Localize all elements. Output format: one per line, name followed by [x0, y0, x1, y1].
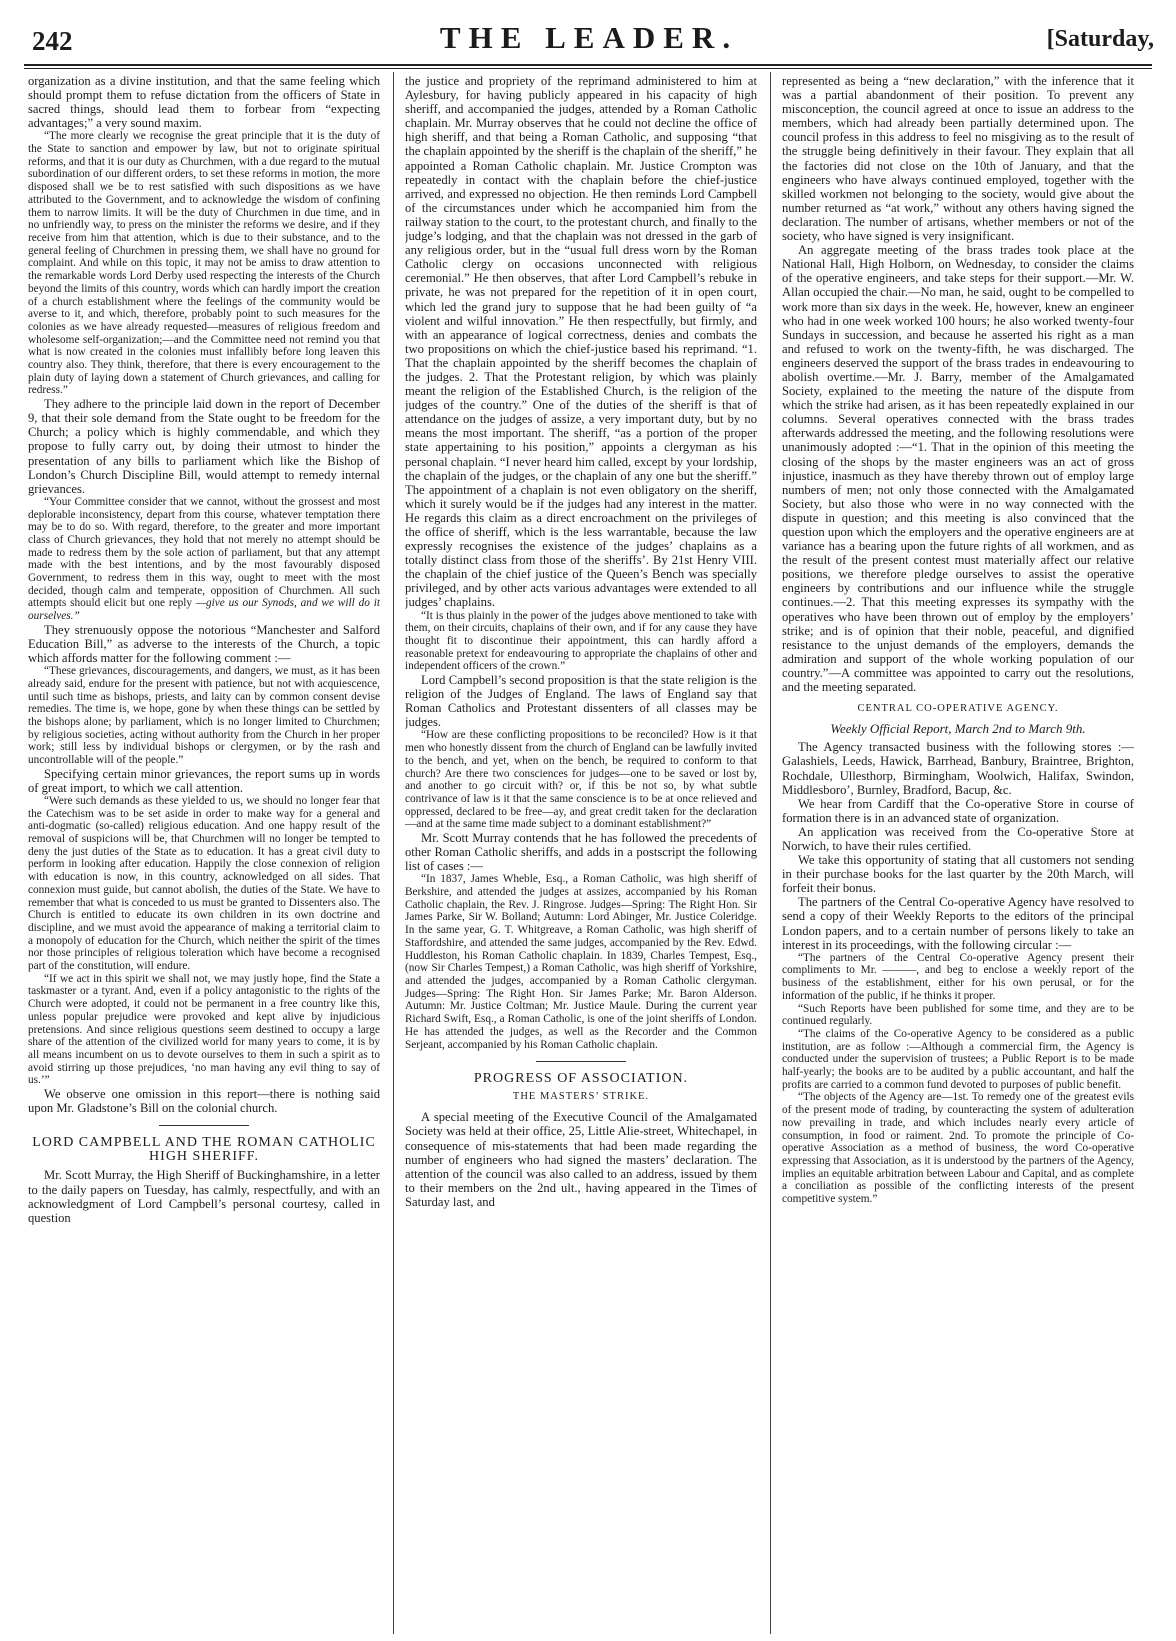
- paragraph: Mr. Scott Murray, the High Sheriff of Buckinghamshire, in a letter to the daily papers on Tuesday, has calmly, respectfully, and with an acknowledgment of Lord Campbell’s personal courtesy, called in question: [28, 1168, 380, 1225]
- quotation: “How are these conflicting propositions to be reconciled? How is it that men who honestly dissent from the church of England can be lawfully invited to the bench, and yet, when on the bench, be required to conform to that church? Are there two consciences for judges—one to be saved or lost by, and another to go circuit with? or, if this be not so, by what subtle contrivance of law is it that the same conscience is to be at once relieved and oppressed, declared to be free—ay, and great credit taken for the declaration—and at the same time made subject to a dominant establishment?”: [405, 729, 757, 831]
- quotation: “These grievances, discouragements, and dangers, we must, as it has been already said, endure for the present with patience, but not with acquiescence, until such time as bishops, priests, and laity can by common consent devise remedies. The time is, we hope, gone by when these things can be settled by the bishops alone; by parliament, which is no longer limited to Churchmen; by religious societies, acting without authority from the Church in her proper work; still less by individual bishops or clergymen, or by the rash and uncontrollable will of the people.”: [28, 665, 380, 767]
- section-heading: CENTRAL CO-OPERATIVE AGENCY.: [857, 703, 1059, 715]
- paragraph: We take this opportunity of stating that all customers not sending in their purchase books for the last quarter by the 20th March, will forfeit their bonus.: [782, 853, 1134, 896]
- masthead-rule-thin: [24, 68, 1152, 69]
- paragraph: Specifying certain minor grievances, the report sums up in words of great import, to which we call attention.: [28, 766, 380, 795]
- column-2: [405, 74, 757, 1634]
- quotation: “In 1837, James Wheble, Esq., a Roman Catholic, was high sheriff of Berkshire, and attended the judges at assizes, accompanied by his Roman Catholic chaplain, the Rev. J. Ringrose. Judges—Spring: The Right Hon. Sir James Parke, Sir W. Bolland; Autumn: Lord Abinger, Mr. Justice Coleridge. In the same year, G. T. Whitgreave, a Roman Catholic, was high sheriff of Staffordshire, and attended the same judges, accompanied by the Rev. Edwd. Huddleston, his Roman Catholic chaplain. In 1839, Charles Tempest, Esq., (now Sir Charles Tempest,) a Roman Catholic, was high sheriff of Yorkshire, and attended the judges, accompanied by a Roman Catholic clergyman. Judges—Spring: The Right Hon. Sir James Parke; Mr. Baron Alderson. Autumn: Mr. Justice Coltman; Mr. Justice Maule. During the current year Richard Swift, Esq., a Roman Catholic, is one of the joint sheriffs of London. He has attended the judges, as well as the Recorder and the Common Serjeant, accompanied by his Roman Catholic chaplain.: [405, 873, 757, 1051]
- section-rule: [159, 1125, 249, 1126]
- paragraph: The partners of the Central Co-operative Agency have resolved to send a copy of their Weekly Reports to the editors of the principal London papers, and to a certain number of persons likely to take an interest in its proceedings, with the following circular :—: [782, 895, 1134, 952]
- masthead-rule: [24, 64, 1152, 66]
- section-heading: PROGRESS OF ASSOCIATION.: [473, 1071, 689, 1087]
- paragraph: organization as a divine institution, and that the same feeling which should prompt them to refuse dictation from the officers of State in sacred things, should lead them to forbear from “expecting advantages;” a very sound maxim.: [28, 74, 380, 131]
- section-rule: [536, 1061, 626, 1062]
- quote-text: “Your Committee consider that we cannot, without the grossest and most deplorable inconsistency, depart from this course, whatever temptation there may be to do so. With regard, therefore, to the greater and more important class of Church grievances, they hold that not merely no attempt should be made to redress them by the sole action of parliament, but that any attempt made with the best intentions, and by the most favourably disposed Government, to redress them in this way, ought to meet with the most decided, though calm and temperate, opposition of Churchmen. All such attempts should elicit but one reply: [28, 495, 380, 610]
- paragraph: We observe one omission in this report—there is nothing said upon Mr. Gladstone’s Bill on the colonial church.: [28, 1087, 380, 1116]
- quotation: “The partners of the Central Co-operative Agency present their compliments to Mr. ———, and beg to enclose a weekly report of the business of the establishment, either for his own perusal, or for the information of the public, if he thinks it proper.: [782, 951, 1134, 1002]
- issue-day: [Saturday,: [1046, 26, 1154, 52]
- paragraph: A special meeting of the Executive Council of the Amalgamated Society was held at their office, 25, Little Alie-street, Whitechapel, in consequence of mis-statements that had been made regarding the number of engineers who had signed the masters’ declaration. The attention of the council was also called to an address, issued by them to their members on the 2nd ult., having appeared in the Times of Saturday last, and: [405, 1110, 757, 1209]
- quotation: “The more clearly we recognise the great principle that it is the duty of the State to sanction and empower by law, but not to originate spiritual reforms, and that it is our duty as Churchmen, with a due regard to the mutual subordination of our different orders, to set these reforms in motion, the more disposed shall we be to rest satisfied with such dispositions as we have attributed to the Government, and to acknowledge the wisdom of confining them to narrow limits. It will be the duty of Churchmen in due time, and in no unfriendly way, to press on the minister the reforms we desire, and if they receive from him that attention, which is due to their substance, and to the general feeling of Churchmen in pressing them, we shall have no ground for complaint. And while on this topic, it may not be amiss to draw attention to the remarkable words Lord Derby used respecting the interests of the Church beyond the limits of this country, words which can hardly import the creation of a church establishment where the feelings of the community would be averse to it, and which, therefore, probably point to such measures for the colonies as we have already requested—measures of religious freedom and wholesome self-organization;—and the Committee need not remind you that what is now created in the colonies must infallibly before long leaven this country also. They think, therefore, that there is every encouragement to the plain duty of laying down a statement of Church grievances, and calling for redress.”: [28, 130, 380, 397]
- page-number: 242: [32, 26, 73, 56]
- quotation: “Were such demands as these yielded to us, we should no longer fear that the Catechism was to be set aside in order to make way for a general and anti-dogmatic (so-called) religious education. And one happy result of the removal of suspicions will be, that Churchmen will no longer be tempted to deny the just duties of the State as to education. It has a great civil duty to perform in looking after education. Happily the close connexion of religion with education is now, in this country, acknowledged on all sides. That connexion must guide, but cannot abolish, the duties of the State. We have to remember that what is conceded to us must be granted to Dissenters also. The Church is entitled to educate its own children in its own doctrine and discipline, and we must avoid the appearance of making a territorial claim to a monopoly of education for the Church, which neither the spirit of the times nor those principles of religious toleration which have become a recognised part of the constitution, will endure.: [28, 794, 380, 973]
- quotation: “Such Reports have been published for some time, and they are to be continued regularly.: [782, 1002, 1134, 1028]
- column-1: [28, 74, 380, 1634]
- paragraph: represented as being a “new declaration,” with the inference that it was a partial abandonment of their position. To prevent any misconception, the council agreed at once to issue an address to the members, which had already been partially determined upon. The council profess in this address to feel no misgiving as to the result of the struggle being definitively in their favour. They explain that all the factories did not close on the 10th of January, and that the engineers who have always continued employed, together with the skilled workmen not belonging to the society, would give about the number returned as “at work,” without any others having signed the declaration. The number of artisans, whether members or not of the society, who have signed is very insignificant.: [782, 74, 1134, 244]
- paragraph: An aggregate meeting of the brass trades took place at the National Hall, High Holborn, on Wednesday, to consider the claims of the operative engineers, and take steps for their support.—Mr. W. Allan occupied the chair.—No man, he said, ought to be compelled to work more than six days in the week. He, however, knew an engineer who had in one week worked 100 hours; he also worked twenty-four Sundays in succession, and because he asserted his right as a man and refused to work on the twenty-fifth, he was discharged. The engineers deserved the support of the brass trades in endeavouring to abolish overtime.—Mr. J. Barry, member of the Amalgamated Society, explained to the meeting the nature of the dispute from which the strike had arisen, as it has been repeatedly explained in our columns. Several operatives connected with the brass trades afterwards addressed the meeting, and the following resolutions were unanimously adopted :—“1. That in the opinion of this meeting the closing of the shops by the master engineers was an act of gross injustice, inasmuch as they have thereby thrown out of employ large numbers of men; not only those connected with the Amalgamated Society, but also those who were in no way connected with the dispute in question; and this meeting is also convinced that the question upon which the employers and the operative engineers are at variance has a bearing upon the future rights of all workmen, and as the result of the present contest must materially affect our relative positions, we therefore pledge ourselves to assist the operative engineers by contributions and our influence while the struggle continues.—2. That this meeting expresses its sympathy with the operatives who have been thrown out of employ by the employers’ strike; and is of opinion that their noble, peaceful, and dignified resistance to the unjust demands of the employers, demands the admiration and support of the whole working population of our country.”—A committee was appointed to carry out the resolutions, and the meeting separated.: [782, 243, 1134, 695]
- column-3: [782, 74, 1134, 1634]
- paragraph: Mr. Scott Murray contends that he has followed the precedents of other Roman Catholic sheriffs, and adds in a postscript the following list of cases :—: [405, 831, 757, 874]
- column-divider: [770, 72, 771, 1634]
- paragraph: We hear from Cardiff that the Co-operative Store in course of formation there is in an advanced state of organization.: [782, 796, 1134, 825]
- quotation: “If we act in this spirit we shall not, we may justly hope, find the State a taskmaster or a tyrant. And, even if a policy antagonistic to the rights of the Church were adopted, it could not be permanent in a free country like this, unless popular prejudice were provoked and kept alive by injudicious pretensions. And since religious questions seem destined to occupy a large share of the attention of the civilized world for many years to come, it is by all means incumbent on us to devote ourselves to them in such a spirit as to avoid stirring up those prejudices, ‘no man having any evil thing to say of us.’”: [28, 972, 380, 1087]
- masthead: [24, 6, 1154, 64]
- paragraph: Lord Campbell’s second proposition is that the state religion is the religion of the Judges of England. The laws of England say that Roman Catholics and Protestant dissenters of all classes may be judges.: [405, 673, 757, 730]
- quotation: “It is thus plainly in the power of the judges above mentioned to take with them, on their circuits, chaplains of their own, and if for any cause they have thought fit to discontinue their appointment, this can hardly afford a reasonable pretext for endeavouring to appropriate the chaplains of other and independent officers of the crown.”: [405, 609, 757, 673]
- quotation: “The claims of the Co-operative Agency to be considered as a public institution, are as follow :—Although a commercial firm, the Agency is conducted under the supervision of trustees; a Public Report is to be made half-yearly; the books are to be audited by a public accountant, and half the profits are carried to a common fund devoted to purposes of public benefit.: [782, 1027, 1134, 1091]
- column-divider: [393, 72, 394, 1634]
- section-subheading: THE MASTERS’ STRIKE.: [512, 1091, 650, 1103]
- paragraph: They adhere to the principle laid down in the report of December 9, that their sole demand from the State ought to be freedom for the Church; a policy which is highly commendable, and which they propose to fully carry out, by doing their utmost to hinder the presentation of any bills to parliament which like the Bishop of London’s Church Discipline Bill, would attempt to remedy internal grievances.: [28, 397, 380, 496]
- paragraph: An application was received from the Co-operative Store at Norwich, to have their rules certified.: [782, 824, 1134, 853]
- quotation: “The objects of the Agency are—1st. To remedy one of the greatest evils of the present mode of trading, by counteracting the system of adulteration now prevailing in trade, and which includes nearly every article of consumption, in food or raiment. 2nd. To promote the principle of Co-operative Association as a method of business, the word Co-operative expressing that Association, as it is understood by the partners of the Agency, implies an equitable arbitration between Labour and Capital, and as complete a conciliation as possible of the conflicting interests of the present competitive system.”: [782, 1091, 1134, 1206]
- paragraph: The Agency transacted business with the following stores :—Galashiels, Leeds, Hawick, Barrhead, Banbury, Braintree, Brighton, Rochdale, Ullesthorp, Birmingham, Woolwich, Halifax, Swindon, Middlesboro’, Burnley, Bradford, Bacup, &c.: [782, 740, 1134, 797]
- quotation: [28, 496, 380, 623]
- paragraph: They strenuously oppose the notorious “Manchester and Salford Education Bill,” as adverse to the interests of the Church, a topic which affords matter for the following comment :—: [28, 622, 380, 666]
- quote-italic: —give us our Synods, and we will do it ourselves.”: [28, 597, 380, 623]
- paragraph: the justice and propriety of the reprimand administered to him at Aylesbury, for having publicly appeared in his capacity of high sheriff, and accompanied the judges, attended by a Roman Catholic chaplain. Mr. Murray observes that he could not decline the office of high sheriff, and that being a Roman Catholic, and supposing “that the chaplain appointed by the sheriff is the chaplain of the sheriff,” he appointed a Roman Catholic chaplain. Mr. Justice Crompton was repeatedly in contact with the chaplain before the chief-justice arrived, and expressed no objection. He then reminds Lord Campbell of the circumstances under which he accompanied him from the railway station to the court, to the protestant church, and finally to the judge’s lodging, and that the chaplain was not dressed in the garb of any religious order, but in the “usual full dress worn by the Roman Catholic clergy on occasions unconnected with religious ceremonial.” He then observes, that after Lord Campbell’s rebuke in private, he was not prepared for the repetition of it in open court, which led the grand jury to suppose that he had been guilty of “a violent and wilful innovation.” He then respectfully, but firmly, and with an appearance of logical correctness, denies and combats the two propositions on which the chief-justice based his reprimand. “1. That the chaplain appointed by the sheriff becomes the chaplain of the judges. 2. That the Protestant religion, by which was plainly meant the religion of the Established Church, is the religion of the judges of the country.” One of the duties of the sheriff is that of attendance on the judges of assize, a very important duty, but by no means the most important. The sheriff, “as a portion of the proper state appertaining to his position,” appoints a clergyman as his personal chaplain. “I never heard him called, except by your lordship, the chaplain of the judges, or the chaplain of any one but the sheriff.” The appointment of a chaplain is not even obligatory on the sheriff, which it surely would be if the judges had any interest in the matter. He regards this claim as a direct encroachment on the privileges of the office of sheriff, which is the less warrantable, because the law expressly recognises the existence of the judges’ chaplains as a totally distinct class from those of the sheriffs’. By 21st Henry VIII. the chaplain of the chief justice of the Queen’s Bench was specially privileged, and by other acts various advantages were extended to all judges’ chaplains.: [405, 74, 757, 610]
- section-subheading: Weekly Official Report, March 2nd to March 9th.: [830, 721, 1086, 737]
- article-heading: LORD CAMPBELL AND THE ROMAN CATHOLIC HIGH SHERIFF.: [32, 1135, 376, 1165]
- newspaper-title: THE LEADER.: [439, 20, 739, 55]
